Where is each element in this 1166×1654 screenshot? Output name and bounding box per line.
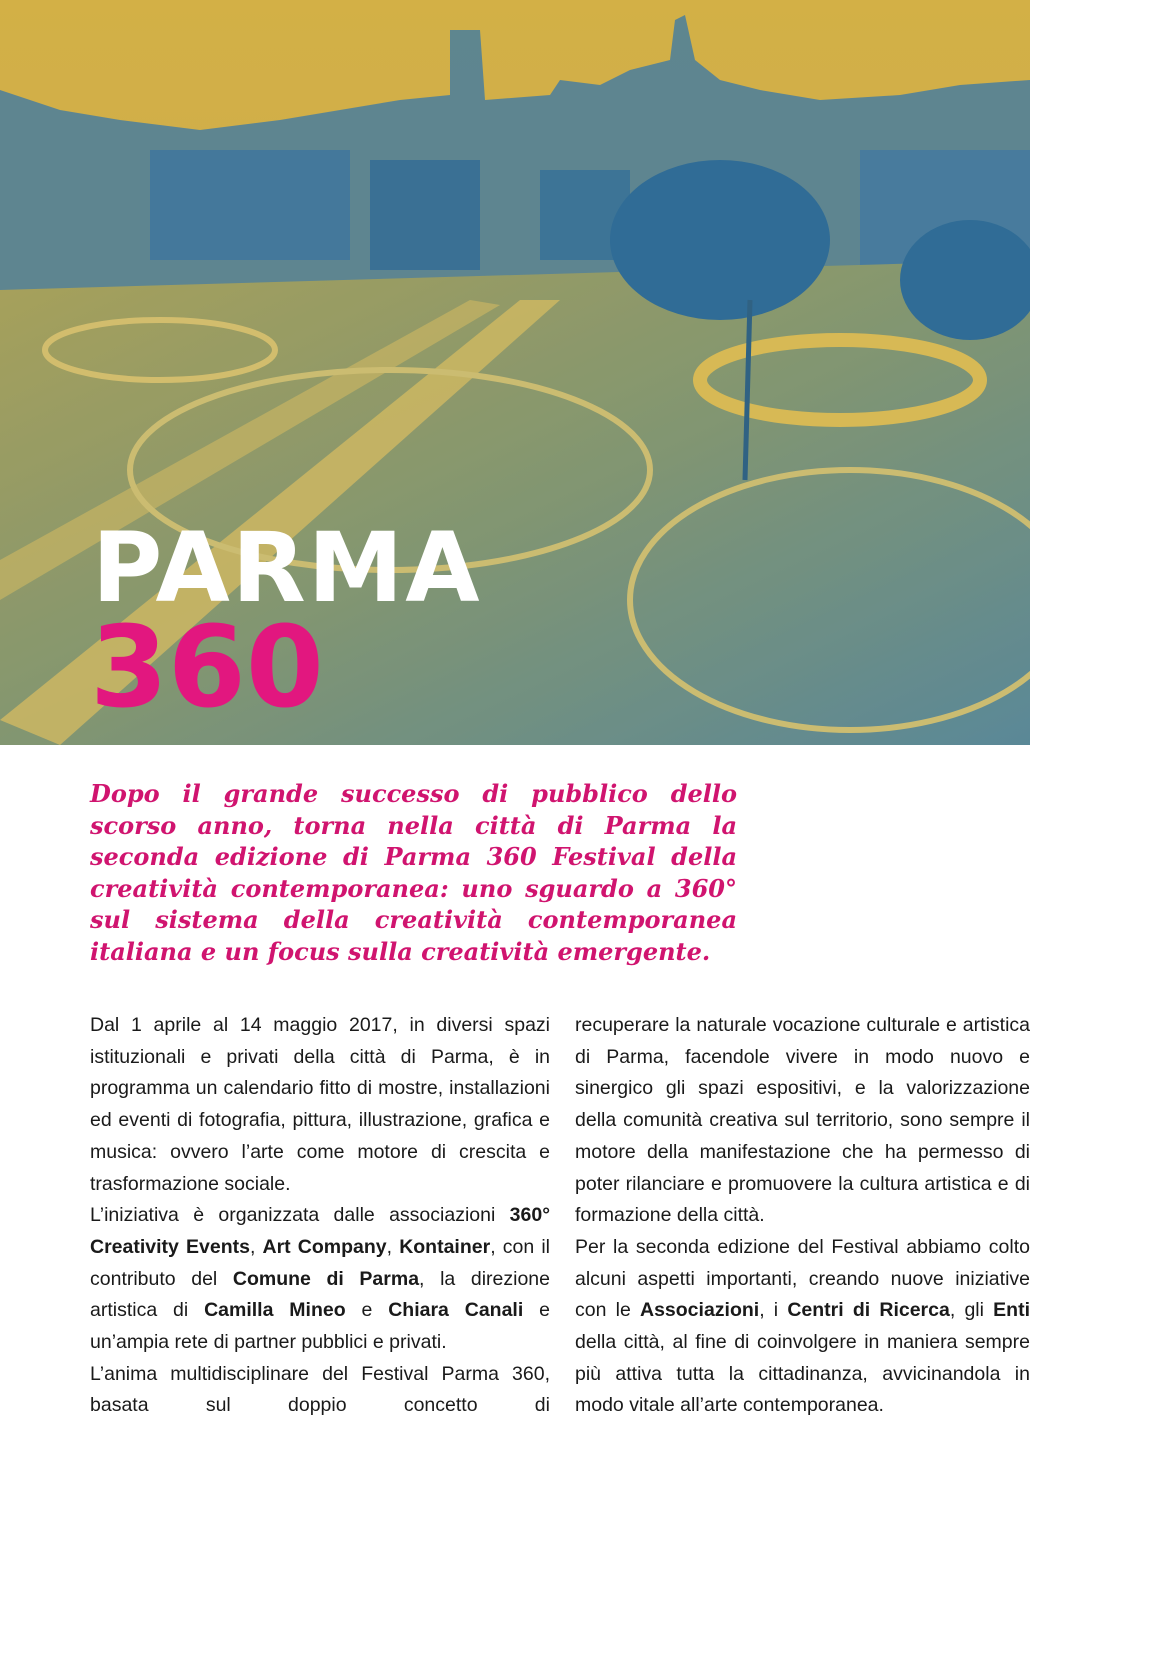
text: , gli	[949, 1299, 994, 1322]
text: , con il contributo del	[90, 1235, 550, 1290]
body-paragraph-3-start: L’anima multidisciplinare del Festival Parma 360, basata sul doppio concetto di	[90, 1362, 550, 1417]
text: Per la seconda edizione del Festival abbiamo colto alcuni aspetti importanti, creando nuove iniziative con le	[575, 1235, 1030, 1322]
text: L’iniziativa è organizzata dalle associazioni	[90, 1204, 510, 1227]
highlight: Associazioni	[640, 1299, 760, 1322]
highlight: Enti	[993, 1299, 1030, 1322]
body-column-left	[90, 1010, 550, 1422]
cover-title-360: 360	[90, 603, 324, 733]
body-paragraph-1: Dal 1 aprile al 14 maggio 2017, in diversi spazi istituzionali e privati della città di Parma, è in programma un calendario fitto di mostre, installazioni ed eventi di fotografia, pittura, illustrazione, grafica e musica: ovvero l’arte come motore di crescita e trasformazione sociale.	[90, 1014, 550, 1195]
org-name: Comune di Parma	[232, 1267, 420, 1290]
org-name: Art Company	[262, 1235, 387, 1258]
text: e un’ampia rete di partner pubblici e privati.	[90, 1299, 550, 1354]
cover-photo	[0, 0, 1030, 745]
body-paragraph-4	[575, 1232, 1030, 1422]
text: e	[345, 1299, 389, 1322]
body-column-right	[575, 1010, 1030, 1422]
text: ,	[249, 1235, 263, 1258]
text: della città, al fine di coinvolgere in maniera sempre più attiva tutta la cittadinanza, avvicinandola in modo vitale all’arte contemporanea.	[575, 1331, 1030, 1417]
highlight: Centri di Ricerca	[787, 1299, 950, 1322]
person-name: Camilla Mineo	[204, 1299, 346, 1322]
text: , i	[759, 1299, 788, 1322]
person-name: Chiara Canali	[388, 1299, 524, 1322]
body-paragraph-3-end: recuperare la naturale vocazione culturale e artistica di Parma, facendole vivere in modo nuovo e sinergico gli spazi espositivi, e la valorizzazione della comunità creativa sul territorio, sono sempre il motore della manifestazione che ha permesso di poter rilanciare e promuovere la cultura artistica e di formazione della città.	[575, 1014, 1030, 1227]
text: , la direzione artistica di	[90, 1267, 550, 1322]
text: ,	[386, 1235, 400, 1258]
cover-title-parma: PARMA	[92, 512, 482, 624]
org-name: Kontainer	[399, 1235, 491, 1258]
lead-paragraph: Dopo il grande successo di pubblico dello scorso anno, torna nella città di Parma la seconda edizione di Parma 360 Festival della creatività contemporanea: uno sguardo a 360° sul sistema della creatività contemporanea italiana e un focus sulla creatività emergente.	[90, 779, 737, 966]
body-paragraph-2	[90, 1200, 550, 1359]
org-name: 360° Creativity Events	[90, 1204, 550, 1258]
